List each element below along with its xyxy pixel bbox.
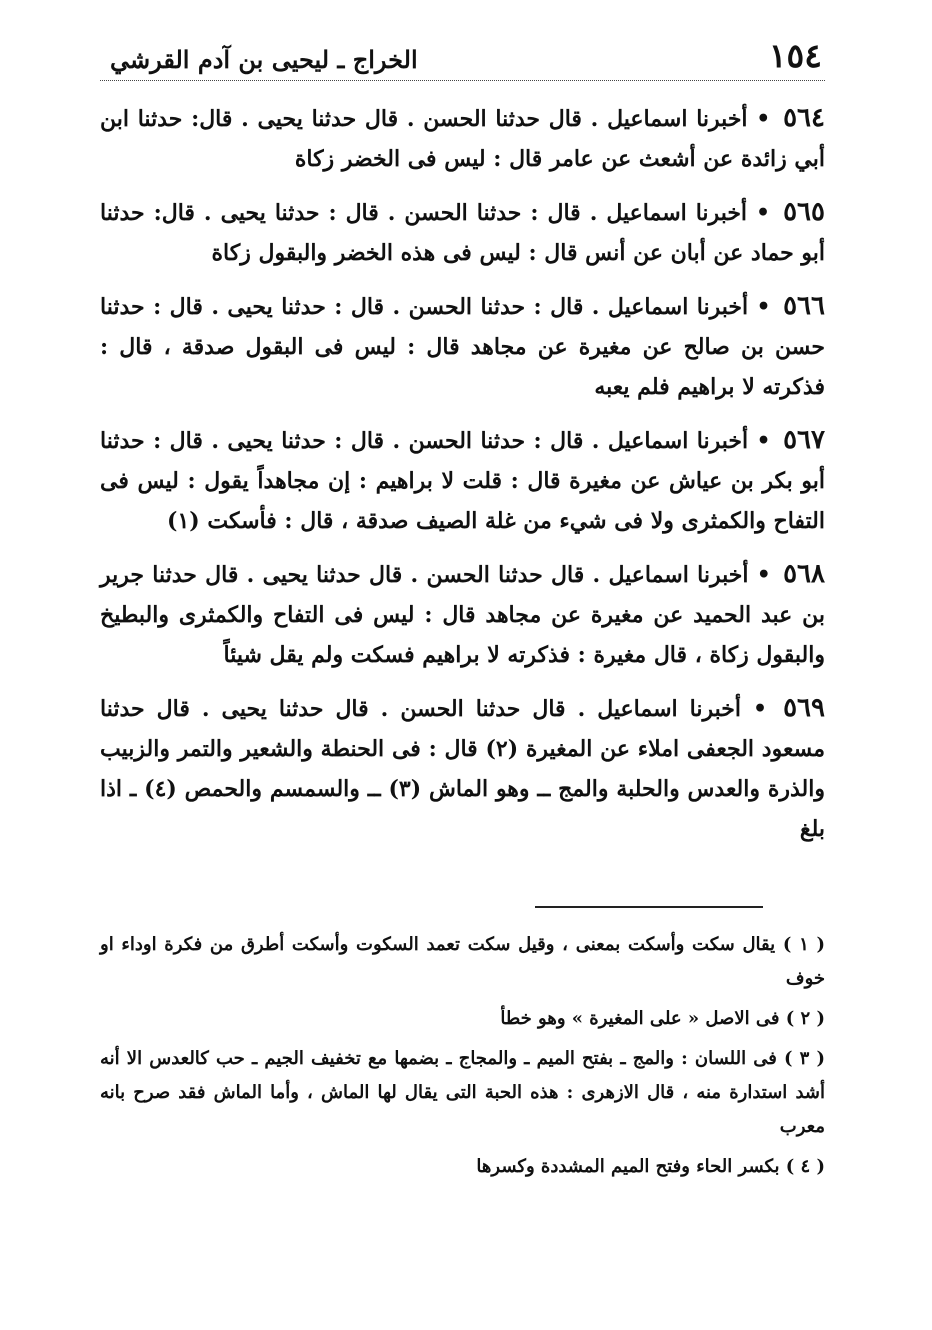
hadith-entry (100, 554, 825, 675)
footnote: ( ٤ ) بكسر الحاء وفتح الميم المشددة وكسرها (476, 1156, 825, 1177)
hadith-text: • أخبرنا اسماعيل . قال : حدثنا الحسن . قال : حدثنا يحيى . قال: حدثنا أبو حماد عن أبان عن أنس قال : ليس فى هذه الخضر والبقول زكاة (100, 200, 825, 266)
footnote: ( ١ ) يقال سكت وأسكت بمعنى ، وقيل سكت تعمد السكوت وأسكت أطرق من فكرة اوداء او خوف (100, 934, 825, 989)
header-divider (100, 80, 825, 81)
hadith-entry (100, 688, 825, 849)
running-title: الخراج ـ ليحيى بن آدم القرشي (110, 45, 418, 74)
page-number: ١٥٤ (768, 36, 822, 75)
hadith-text: • أخبرنا اسماعيل . قال : حدثنا الحسن . قال : حدثنا يحيى . قال : حدثنا أبو بكر بن عياش عن مغيرة قال : قلت لا براهيم : إن مجاهداً يقول : ليس فى التفاح والكمثرى ولا فى شيء من غلة الصيف صدقة ، قال : فأسكت (١) (100, 428, 825, 534)
hadith-number: ٥٦٥ (783, 197, 825, 227)
main-text (100, 98, 825, 862)
hadith-entry (100, 286, 825, 407)
hadith-number: ٥٦٧ (783, 425, 825, 455)
page-header (110, 22, 822, 75)
hadith-entry (100, 420, 825, 541)
hadith-number: ٥٦٦ (783, 291, 825, 321)
footnote-divider (535, 906, 763, 908)
hadith-text: • أخبرنا اسماعيل . قال حدثنا الحسن . قال حدثنا يحيى . قال حدثنا مسعود الجعفى املاء عن المغيرة (٢) قال : فى الحنطة والشعير والتمر والزبيب والذرة والعدس والحلبة والمج ــ وهو الماش (٣) ــ والسمسم والحمص (٤) ـ اذا بلغ (100, 696, 825, 842)
footnotes (100, 928, 825, 1190)
footnote: ( ٢ ) فى الاصل « على المغيرة » وهو خطأ (500, 1008, 825, 1029)
hadith-text: • أخبرنا اسماعيل . قال : حدثنا الحسن . قال : حدثنا يحيى . قال : حدثنا حسن بن صالح عن مغيرة عن مجاهد قال : ليس فى البقول صدقة ، قال : فذكرته لا براهيم فلم يعبه (100, 294, 825, 400)
hadith-text: • أخبرنا اسماعيل . قال حدثنا الحسن . قال حدثنا يحيى . قال: حدثنا ابن أبي زائدة عن أشعث عن عامر قال : ليس فى الخضر زكاة (100, 106, 825, 172)
footnote: ( ٣ ) فى اللسان : والمج ـ بفتح الميم ـ والمجاج ـ بضمها مع تخفيف الجيم ـ حب كالعدس الا أنه أشد استدارة منه ، قال الازهرى : هذه الحبة التى يقال لها الماش ، وأما الماش فقد صرح بانه معرب (100, 1048, 825, 1137)
hadith-entry (100, 98, 825, 179)
hadith-text: • أخبرنا اسماعيل . قال حدثنا الحسن . قال حدثنا يحيى . قال حدثنا جرير بن عبد الحميد عن مغيرة عن مجاهد قال : ليس فى التفاح والكمثرى والبطيخ والبقول زكاة ، قال مغيرة : فذكرته لا براهيم فسكت ولم يقل شيئاً (100, 562, 825, 668)
hadith-number: ٥٦٨ (783, 559, 825, 589)
hadith-number: ٥٦٩ (783, 693, 825, 723)
hadith-entry (100, 192, 825, 273)
hadith-number: ٥٦٤ (783, 103, 825, 133)
